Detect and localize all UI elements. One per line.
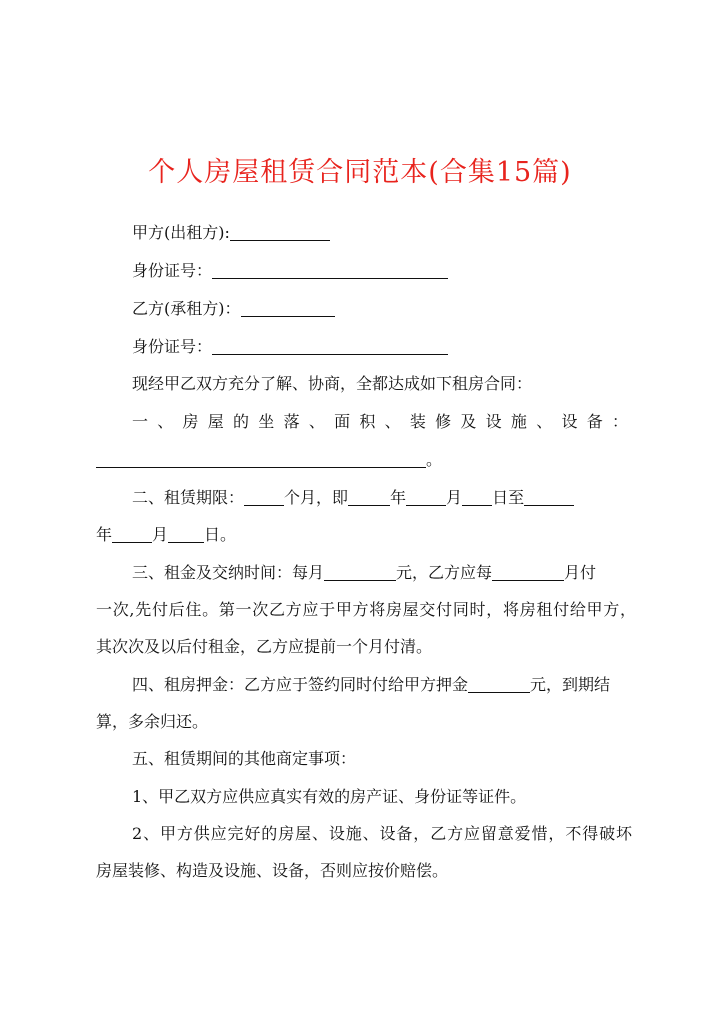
clause-2-text-d: 月 [446, 488, 463, 507]
party-b-line [132, 298, 672, 320]
clause-1-end: 。 [426, 450, 443, 469]
party-a-label: 甲方(出租方): [132, 223, 230, 242]
monthly-rent-blank [324, 565, 396, 581]
clause-4-line-2: 算，多余归还。 [96, 712, 209, 731]
item-2-line-1: 2、甲方供应完好的房屋、设施、设备，乙方应留意爱惜，不得破坏 [132, 824, 632, 843]
start-day-blank [462, 490, 492, 506]
payment-interval-blank [492, 565, 564, 581]
clause-2-text-c: 年 [390, 488, 407, 507]
end-year-blank [524, 490, 574, 506]
intro-paragraph: 现经甲乙双方充分了解、协商，全都达成如下租房合同： [132, 374, 533, 393]
item-2-line-2: 房屋装修、构造及设施、设备，否则应按价赔偿。 [96, 861, 449, 880]
clause-2-text-e: 日至 [492, 488, 525, 507]
months-blank [244, 490, 284, 506]
clause-3-line-3: 其次次及以后付租金，乙方应提前一个月付清。 [96, 637, 433, 656]
clause-2-line-2 [96, 524, 636, 546]
party-a-line [132, 222, 672, 244]
clause-2-text-b: 个月，即 [284, 488, 349, 507]
page-title: 个人房屋租赁合同范本(合集15篇) [148, 157, 572, 188]
party-b-id-line [132, 336, 672, 358]
clause-4-text-a: 四、租房押金：乙方应于签约同时付给甲方押金 [132, 675, 469, 694]
party-b-blank [241, 301, 335, 317]
clause-2-line-1 [132, 487, 672, 509]
party-a-id-line [132, 260, 672, 282]
clause-3-line-2: 一次,先付后住。第一次乙方应于甲方将房屋交付同时，将房租付给甲方， [96, 600, 636, 619]
clause-4-line-1 [132, 674, 672, 696]
party-b-id-label: 身份证号： [132, 337, 213, 356]
clause-1-fill-line [96, 449, 636, 471]
end-month-blank [112, 527, 152, 543]
party-a-blank [230, 225, 330, 241]
clause-3-text-c: 月付 [564, 563, 597, 582]
start-month-blank [406, 490, 446, 506]
start-year-blank [348, 490, 390, 506]
clause-1-blank [96, 452, 426, 468]
clause-3-text-a: 三、租金及交纳时间：每月 [132, 563, 325, 582]
deposit-blank [468, 677, 530, 693]
party-a-id-label: 身份证号： [132, 261, 213, 280]
party-a-id-blank [212, 263, 448, 279]
party-b-id-blank [212, 339, 448, 355]
clause-5-heading: 五、租赁期间的其他商定事项： [132, 749, 357, 768]
end-day-blank [168, 527, 204, 543]
clause-2-text-h: 日。 [204, 525, 237, 544]
clause-3-line-1 [132, 562, 672, 584]
item-1: 1、甲乙双方应供应真实有效的房产证、身份证等证件。 [132, 787, 527, 806]
clause-1-heading: 一、房屋的坐落、面积、装修及设施、设备： [132, 412, 632, 431]
clause-4-text-b: 元，到期结 [530, 675, 611, 694]
clause-2-text-f: 年 [96, 525, 113, 544]
clause-2-label: 二、租赁期限： [132, 488, 245, 507]
clause-3-text-b: 元，乙方应每 [396, 563, 493, 582]
clause-2-text-g: 月 [152, 525, 169, 544]
party-b-label: 乙方(承租方)： [132, 299, 241, 318]
